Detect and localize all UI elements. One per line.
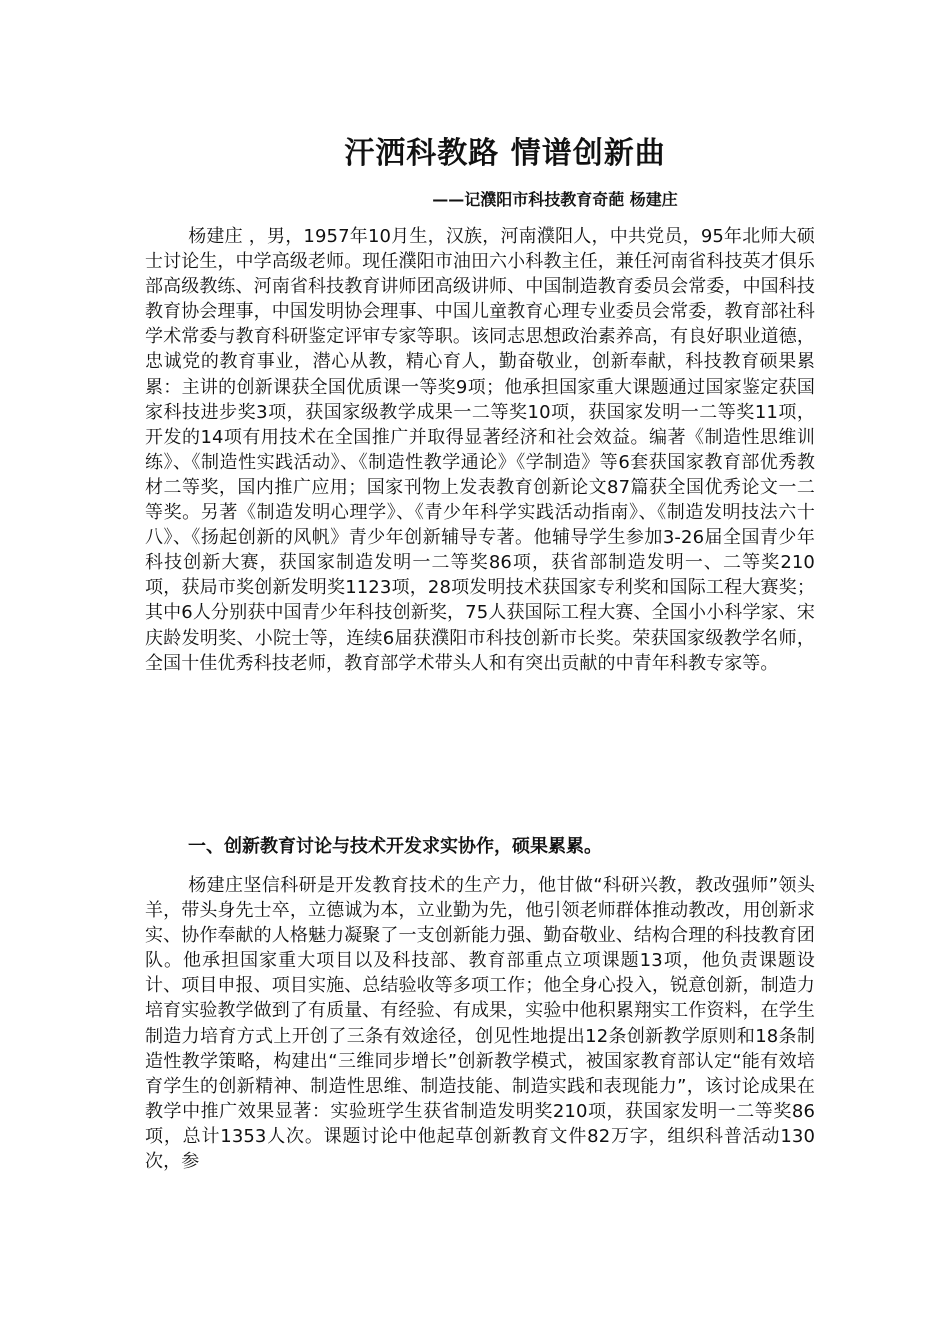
section-heading: 一、创新教育讨论与技术开发求实协作，硕果累累。 (188, 836, 602, 857)
body-paragraph-1: 杨建庄 ，男，1957年10月生，汉族，河南濮阳人，中共党员，95年北师大硕士讨论生，中学高级老师。现任濮阳市油田六小科教主任，兼任河南省科技英才俱乐部高级教练、河南省科技教育讲师团高级讲师、中国制造教育委员会常委，中国科技教育协会理事，中国发明协会理事、中国儿童教育心理专业委员会常委，教育部社科学术常委与教育科研鉴定评审专家等职。该同志思想政治素养高，有良好职业道德，忠诚党的教育事业，潜心从教，精心育人，勤奋敬业，创新奉献，科技教育硕果累累：主讲的创新课获全国优质课一等奖9项；他承担国家重大课题通过国家鉴定获国家科技进步奖3项，获国家级教学成果一二等奖10项，获国家发明一二等奖11项，开发的14项有用技术在全国推广并取得显著经济和社会效益。编著《制造性思维训练》、《制造性实践活动》、《制造性教学通论》《学制造》等6套获国家教育部优秀教材二等奖，国内推广应用；国家刊物上发表教育创新论文87篇获全国优秀论文一二等奖。另著《制造发明心理学》、《青少年科学实践活动指南》、《制造发明技法六十八》、《扬起创新的风帆》青少年创新辅导专著。他辅导学生参加3-26届全国青少年科技创新大赛，获国家制造发明一二等奖86项，获省部制造发明一、二等奖210项，获局市奖创新发明奖1123项，28项发明技术获国家专利奖和国际工程大赛奖；其中6人分别获中国青少年科技创新奖，75人获国际工程大赛、全国小小科学家、宋庆龄发明奖、小院士等，连续6届获濮阳市科技创新市长奖。荣获国家级教学名师，全国十佳优秀科技老师，教育部学术带头人和有突出贡献的中青年科教专家等。 (145, 226, 815, 674)
document-subtitle: ——记濮阳市科技教育奇葩 杨建庄 (432, 190, 678, 209)
document-title: 汗洒科教路 情谱创新曲 (344, 136, 666, 171)
body-paragraph-2: 杨建庄坚信科研是开发教育技术的生产力，他甘做“科研兴教，教改强师”领头羊，带头身先士卒，立德诚为本，立业勤为先，他引领老师群体推动教改，用创新求实、协作奉献的人格魅力凝聚了一支创新能力强、勤奋敬业、结构合理的科技教育团队。他承担国家重大项目以及科技部、教育部重点立项课题13项，他负责课题设计、项目申报、项目实施、总结验收等多项工作；他全身心投入，锐意创新，制造力培育实验教学做到了有质量、有经验、有成果，实验中他积累翔实工作资料，在学生制造力培育方式上开创了三条有效途径，创见性地提出12条创新教学原则和18条制造性教学策略，构建出“三维同步增长”创新教学模式，被国家教育部认定“能有效培育学生的创新精神、制造性思维、制造技能、制造实践和表现能力”，该讨论成果在教学中推广效果显著：实验班学生获省制造发明奖210项，获国家发明一二等奖86项，总计1353人次。课题讨论中他起草创新教育文件82万字，组织科普活动130次，参 (145, 875, 815, 1173)
